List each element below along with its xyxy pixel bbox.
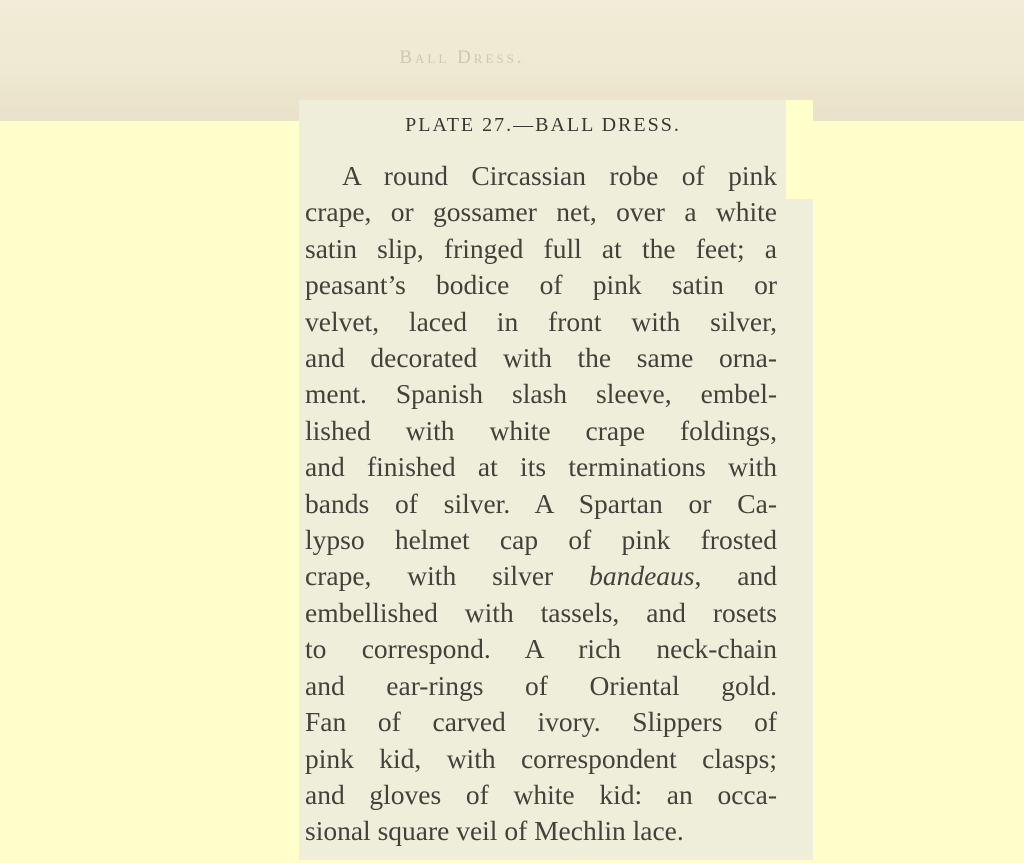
text-line: and gloves of white kid: an occa-: [305, 778, 777, 810]
text-line: bands of silver. A Spartan or Ca-: [305, 487, 777, 519]
text-segment: , and: [694, 560, 777, 592]
text-line: and finished at its terminations with: [305, 451, 777, 483]
plate-heading: PLATE 27.—BALL DRESS.: [405, 114, 681, 136]
text-line: lypso helmet cap of pink frosted: [305, 524, 777, 556]
text-line: peasant’s bodice of pink satin or: [305, 269, 777, 301]
text-line: and decorated with the same orna-: [305, 342, 777, 374]
page-notch: [786, 100, 813, 199]
running-head: Ball Dress.: [399, 47, 525, 68]
text-segment: crape, with silver: [305, 560, 554, 592]
text-line: embellished with tassels, and rosets: [305, 596, 777, 628]
text-line: [305, 558, 777, 594]
text-line: ment. Spanish slash sleeve, embel-: [305, 378, 777, 410]
text-line: Fan of carved ivory. Slippers of: [305, 706, 777, 738]
text-line: sional square veil of Mechlin lace.: [305, 815, 684, 847]
text-line: pink kid, with correspondent clasps;: [305, 742, 777, 774]
text-line: velvet, laced in front with silver,: [305, 305, 777, 337]
text-line: A round Circassian robe of pink: [342, 160, 777, 191]
text-line: satin slip, fringed full at the feet; a: [305, 232, 777, 264]
text-line: to correspond. A rich neck-chain: [305, 633, 777, 665]
italic-term: bandeaus: [589, 560, 695, 592]
text-line: crape, or gossamer net, over a white: [305, 196, 777, 228]
text-line: and ear-rings of Oriental gold.: [305, 669, 777, 701]
text-line: lished with white crape foldings,: [305, 414, 777, 446]
description-text: [305, 158, 777, 850]
